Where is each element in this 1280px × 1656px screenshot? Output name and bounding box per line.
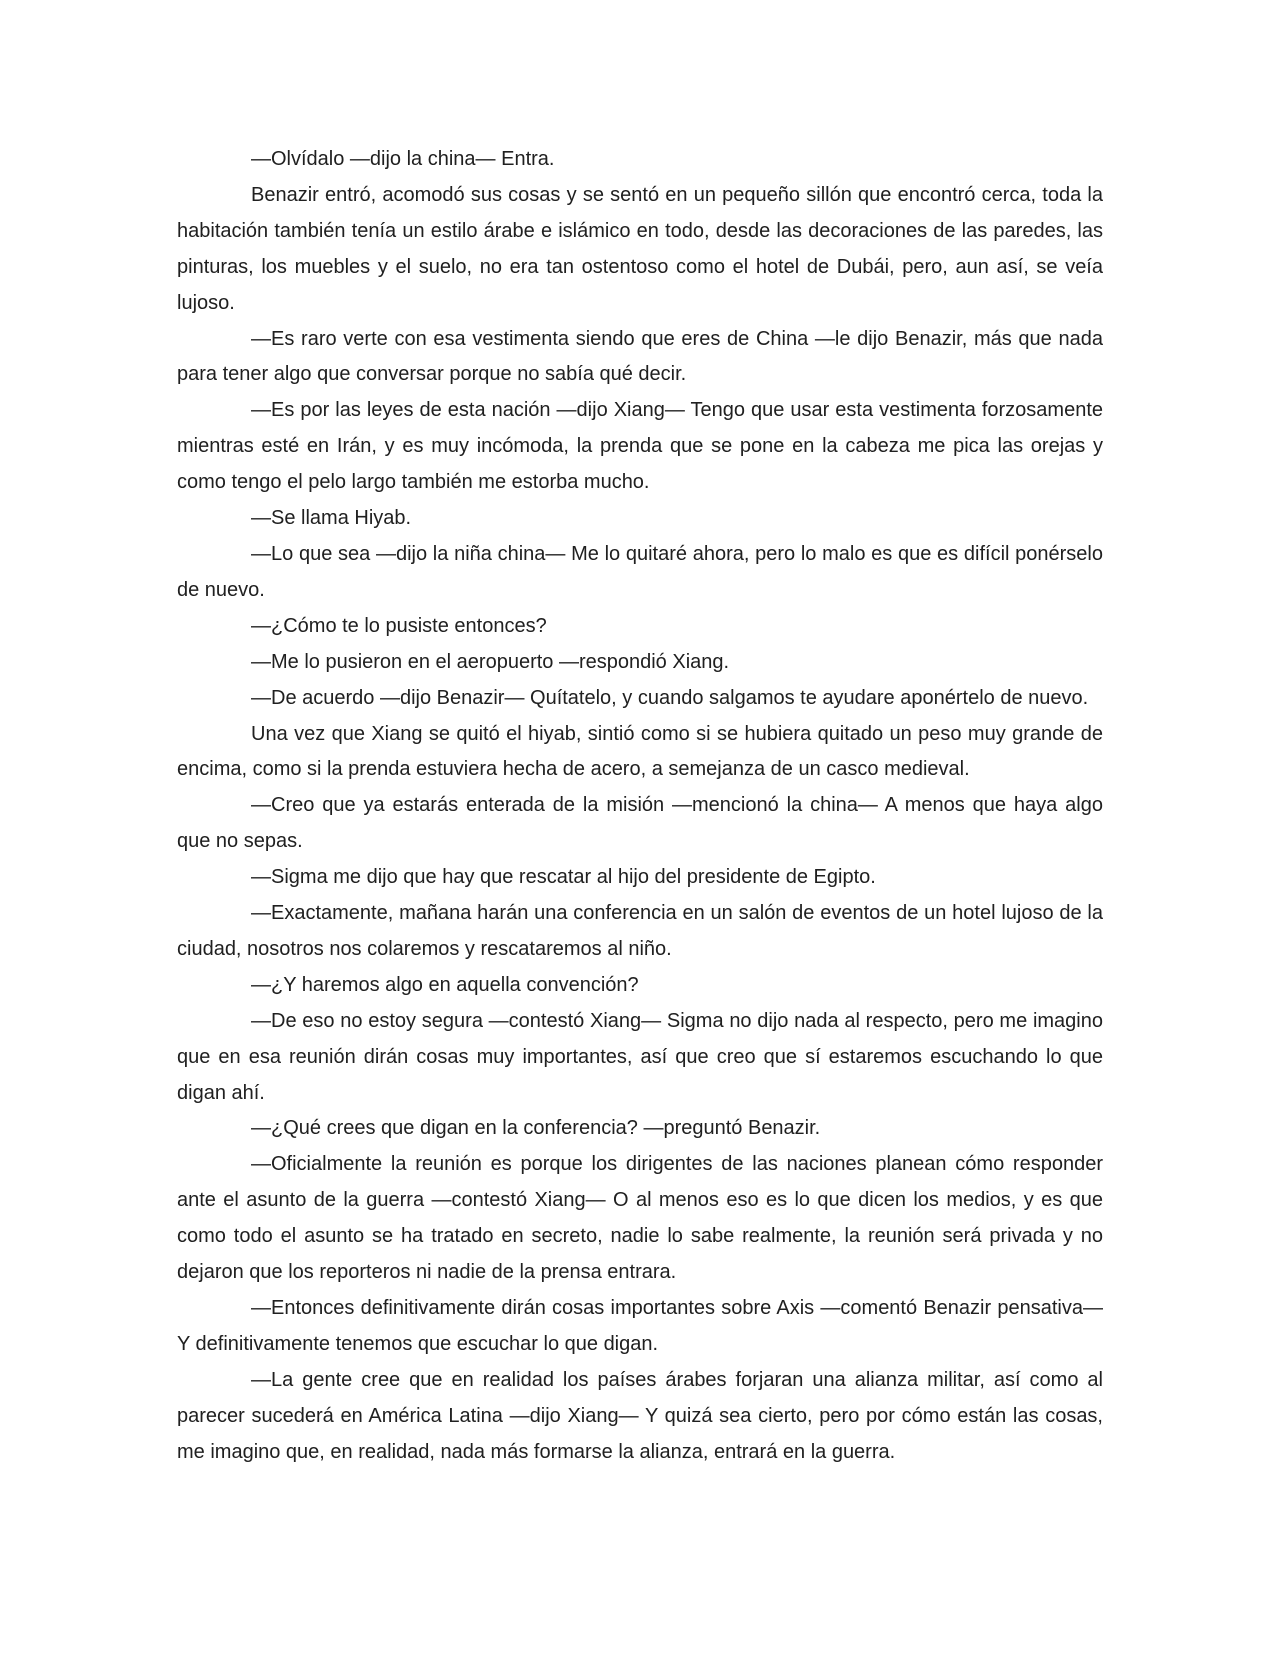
paragraph-3: —Es raro verte con esa vestimenta siendo que eres de China —le dijo Benazir, más que nada para tener algo que conversar porque no sabía qué decir. xyxy=(177,327,1103,386)
paragraph-1: —Olvídalo —dijo la china— Entra. xyxy=(251,148,555,170)
paragraph-4: —Es por las leyes de esta nación —dijo Xiang— Tengo que usar esta vestimenta forzosamente mientras esté en Irán, y es muy incómoda, la prenda que se pone en la cabeza me pica las orejas y como tengo el pelo largo también me estorba mucho. xyxy=(177,399,1103,494)
paragraph-16: —¿Qué crees que digan en la conferencia? —preguntó Benazir. xyxy=(251,1117,821,1140)
paragraph-11: —Creo que ya estarás enterada de la misión —mencionó la china— A menos que haya algo que no sepas. xyxy=(177,794,1103,853)
paragraph-14: —¿Y haremos algo en aquella convención? xyxy=(251,973,639,996)
paragraph-18: —Entonces definitivamente dirán cosas importantes sobre Axis —comentó Benazir pensativa— Y definitivamente tenemos que escuchar lo que digan. xyxy=(177,1297,1103,1355)
paragraph-6: —Lo que sea —dijo la niña china— Me lo quitaré ahora, pero lo malo es que es difícil ponérselo de nuevo. xyxy=(177,542,1103,601)
paragraph-2: Benazir entró, acomodó sus cosas y se sentó en un pequeño sillón que encontró cerca, toda la habitación también tenía un estilo árabe e islámico en todo, desde las decoraciones de las paredes, las pinturas, los muebles y el suelo, no era tan ostentoso como el hotel de Dubái, pero, aun así, se veía lujoso. xyxy=(177,183,1103,314)
paragraph-15: —De eso no estoy segura —contestó Xiang— Sigma no dijo nada al respecto, pero me imagino que en esa reunión dirán cosas muy importantes, así que creo que sí estaremos escuchando lo que digan ahí. xyxy=(177,1009,1103,1104)
paragraph-10: Una vez que Xiang se quitó el hiyab, sintió como si se hubiera quitado un peso muy grande de encima, como si la prenda estuviera hecha de acero, a semejanza de un casco medieval. xyxy=(177,722,1103,781)
paragraph-5: —Se llama Hiyab. xyxy=(251,507,412,530)
paragraph-9: —De acuerdo —dijo Benazir— Quítatelo, y cuando salgamos te ayudare aponértelo de nuevo. xyxy=(251,686,1089,709)
paragraph-13: —Exactamente, mañana harán una conferencia en un salón de eventos de un hotel lujoso de la ciudad, nosotros nos colaremos y rescataremos al niño. xyxy=(177,902,1103,960)
paragraph-8: —Me lo pusieron en el aeropuerto —respondió Xiang. xyxy=(251,650,730,673)
document-page xyxy=(177,142,1103,1471)
paragraph-7: —¿Cómo te lo pusiste entonces? xyxy=(251,614,547,637)
paragraph-19: —La gente cree que en realidad los países árabes forjaran una alianza militar, así como al parecer sucederá en América Latina —dijo Xiang— Y quizá sea cierto, pero por cómo están las cosas, me imagino que, en realidad, nada más formarse la alianza, entrará en la guerra. xyxy=(177,1368,1103,1463)
paragraph-12: —Sigma me dijo que hay que rescatar al hijo del presidente de Egipto. xyxy=(251,866,876,889)
paragraph-17: —Oficialmente la reunión es porque los dirigentes de las naciones planean cómo responder ante el asunto de la guerra —contestó Xiang— O al menos eso es lo que dicen los medios, y es que como todo el asunto se ha tratado en secreto, nadie lo sabe realmente, la reunión será privada y no dejaron que los reporteros ni nadie de la prensa entrara. xyxy=(177,1153,1103,1284)
